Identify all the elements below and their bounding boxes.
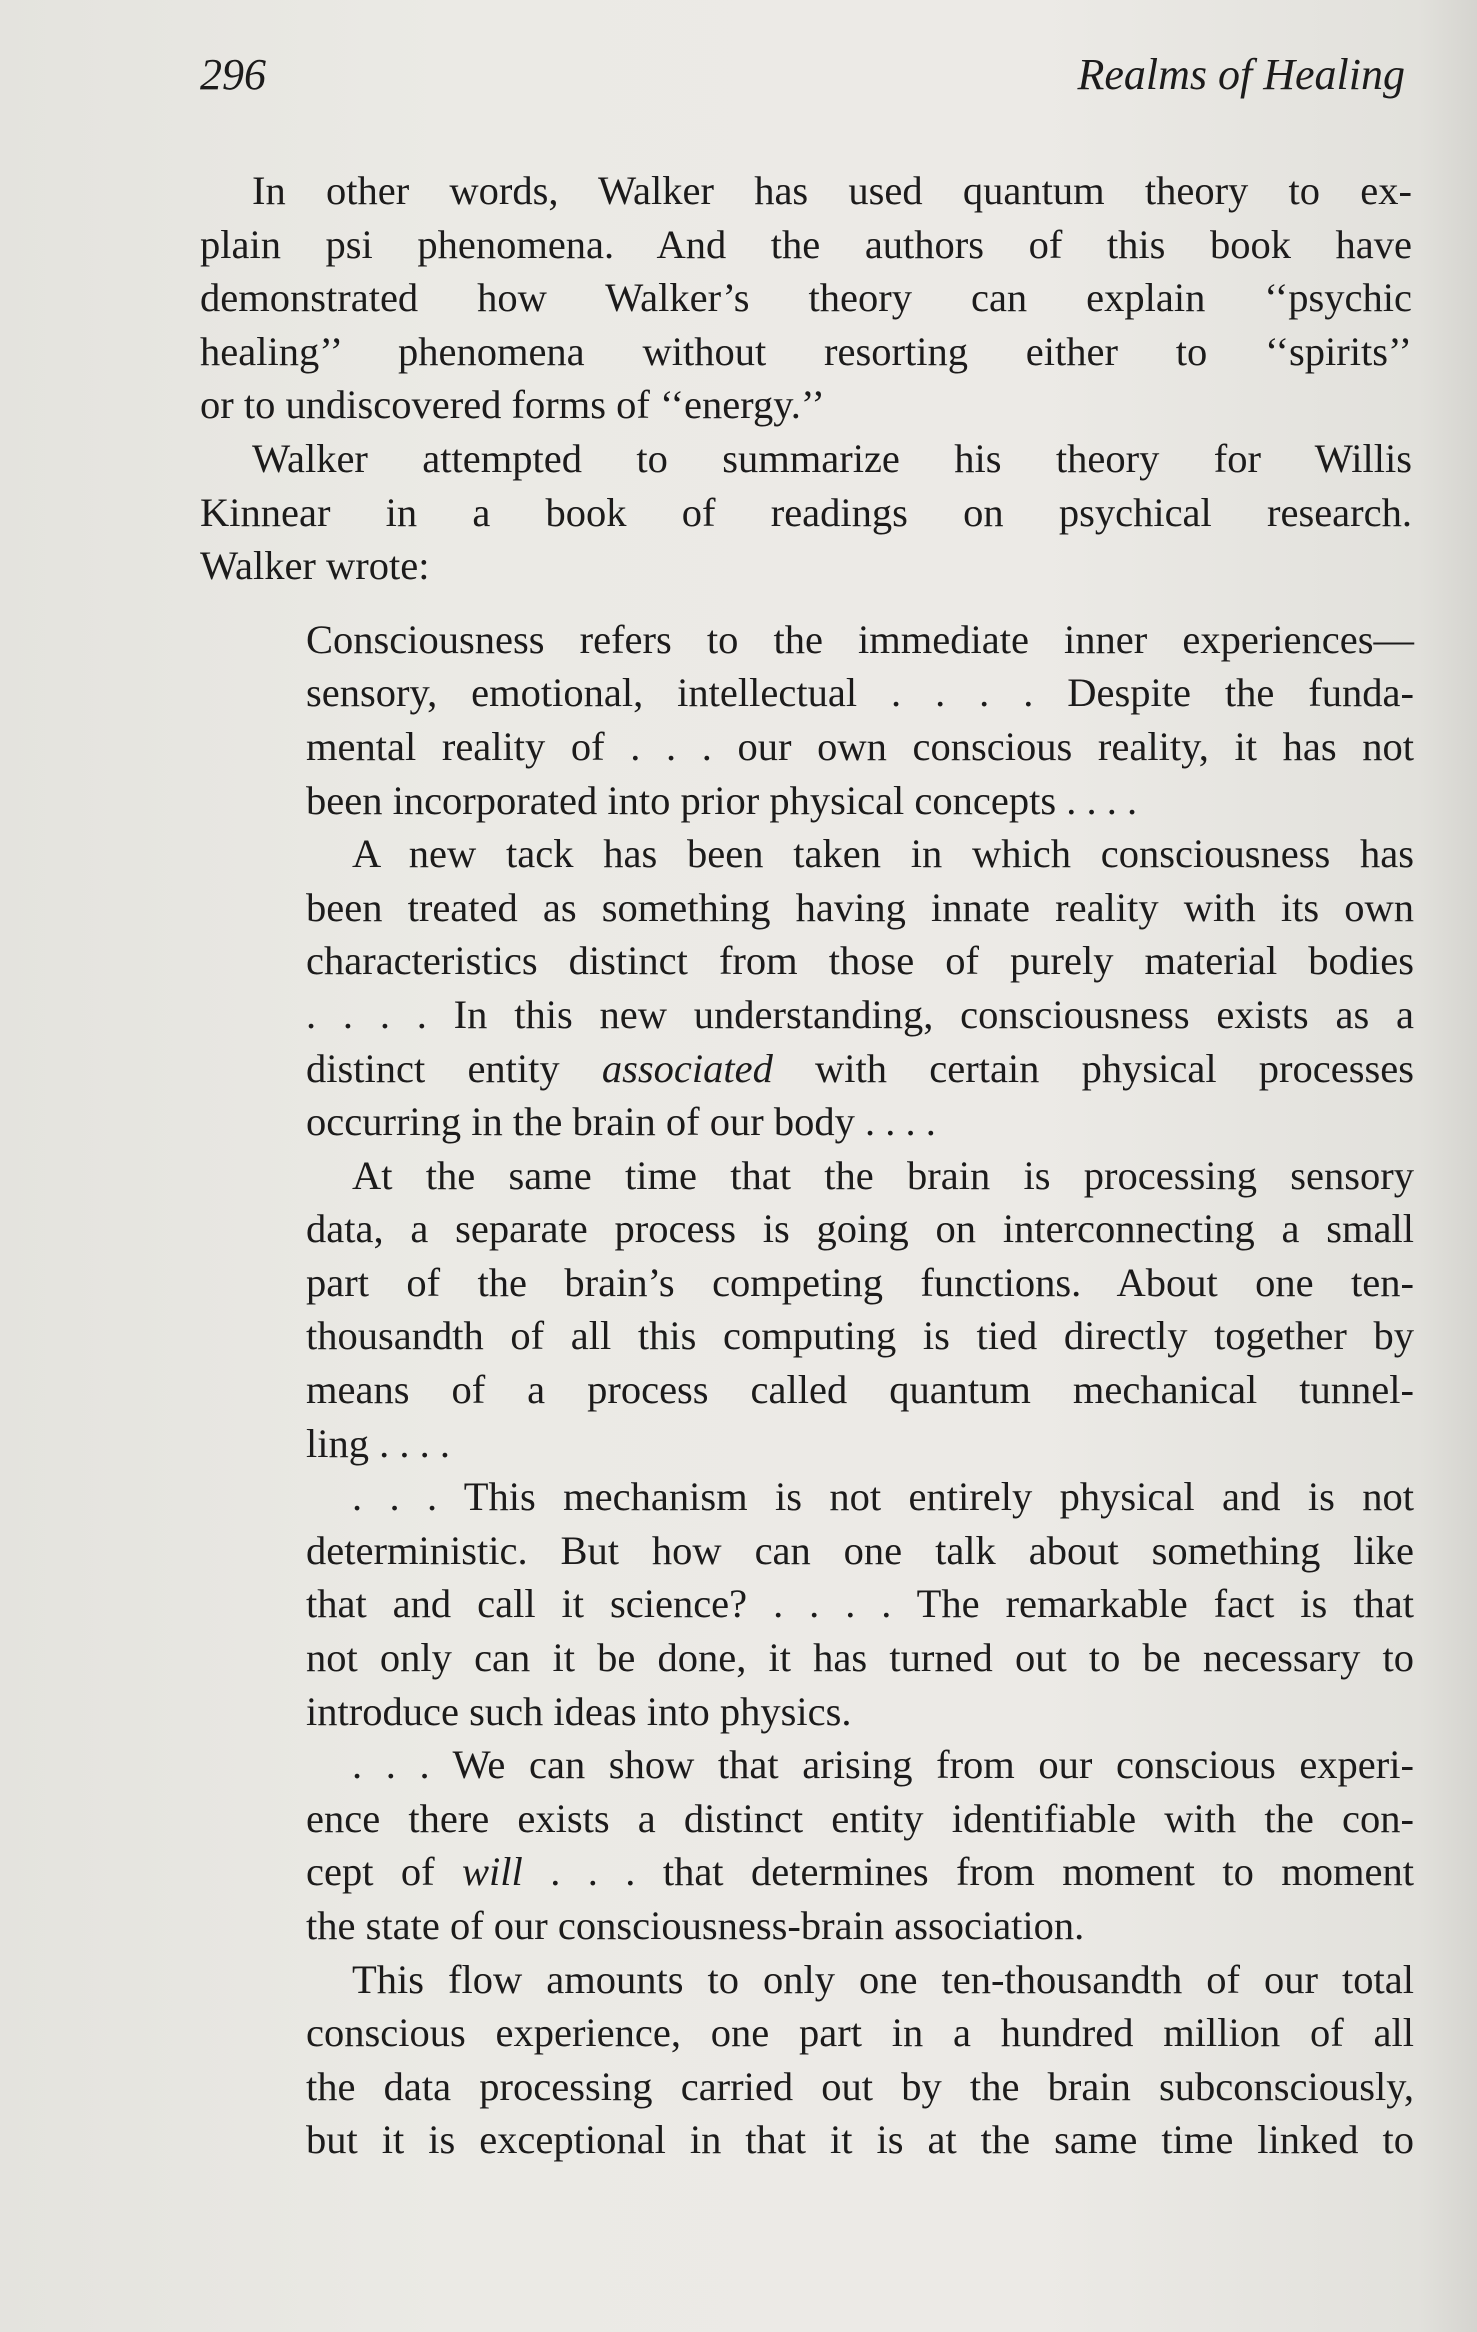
text-line: the state of our consciousness-brain association. [306,1903,1085,1948]
paragraph [200,432,1412,593]
text-line: A new tack has been taken in which consciousness has [352,831,1414,877]
text-line: . . . . In this new understanding, consciousness exists as a [306,991,1414,1037]
text-line: sensory, emotional, intellectual . . . . Despite the funda- [306,670,1414,716]
text-line: Walker attempted to summarize his theory for Willis [252,435,1412,481]
quote-paragraph [306,1149,1414,1471]
text-line: plain psi phenomena. And the authors of this book have [200,221,1412,267]
quote-paragraph [306,1953,1414,2167]
text-segment: distinct entity [306,1045,602,1091]
quote-paragraph [306,827,1414,1149]
text-line: demonstrated how Walker’s theory can explain ‘‘psychic [200,275,1412,321]
text-line: Kinnear in a book of readings on psychical research. [200,489,1412,535]
text-line: ence there exists a distinct entity identifiable with the con- [306,1795,1414,1841]
running-title: Realms of Healing [1077,50,1405,99]
block-quote [200,613,1414,2167]
text-line [306,1042,1414,1096]
text-line: Walker wrote: [200,543,430,589]
text-line: that and call it science? . . . . The remarkable fact is that [306,1581,1414,1627]
text-line: the data processing carried out by the brain subconsciously, [306,2063,1414,2109]
text-line: thousandth of all this computing is tied directly together by [306,1313,1414,1359]
page-number: 296 [200,50,266,99]
text-line: Consciousness refers to the immediate inner experiences— [306,616,1414,662]
text-line [306,1845,1414,1899]
text-line: data, a separate process is going on interconnecting a small [306,1206,1414,1252]
text-segment: . . . that determines from moment to moment [522,1849,1414,1895]
text-line: mental reality of . . . our own conscious reality, it has not [306,723,1414,769]
text-line: healing’’ phenomena without resorting either to ‘‘spirits’’ [200,328,1412,374]
quote-paragraph [306,613,1414,827]
text-line: . . . This mechanism is not entirely physical and is not [352,1474,1414,1520]
quote-paragraph [306,1738,1414,1952]
quote-paragraph [306,1470,1414,1738]
text-line: At the same time that the brain is processing sensory [352,1152,1414,1198]
text-line: not only can it be done, it has turned out to be necessary to [306,1635,1414,1681]
text-line: means of a process called quantum mechanical tunnel- [306,1367,1414,1413]
text-line: conscious experience, one part in a hundred million of all [306,2010,1414,2056]
text-line: characteristics distinct from those of purely material bodies [306,938,1414,984]
paragraph [200,164,1412,432]
text-segment: cept of [306,1849,463,1895]
text-line: occurring in the brain of our body . . . . [306,1099,936,1145]
text-line: introduce such ideas into physics. [306,1688,852,1734]
body-text [200,164,1412,2187]
text-line: ling . . . . [306,1420,451,1466]
text-line: but it is exceptional in that it is at the same time linked to [306,2117,1414,2163]
italic-term: associated [601,1045,773,1091]
text-line: part of the brain’s competing functions. About one ten- [306,1259,1414,1305]
italic-term: will [462,1849,523,1895]
text-line: or to undiscovered forms of ‘‘energy.’’ [200,382,825,428]
text-line: deterministic. But how can one talk about something like [306,1527,1414,1573]
text-line: This flow amounts to only one ten-thousandth of our total [352,1956,1414,2002]
text-line: . . . We can show that arising from our conscious experi- [352,1742,1414,1788]
text-line: In other words, Walker has used quantum theory to ex- [252,168,1412,213]
page-header [200,40,1405,110]
text-line: been treated as something having innate reality with its own [306,884,1414,930]
text-line: been incorporated into prior physical concepts . . . . [306,777,1138,823]
text-segment: with certain physical processes [772,1045,1414,1091]
